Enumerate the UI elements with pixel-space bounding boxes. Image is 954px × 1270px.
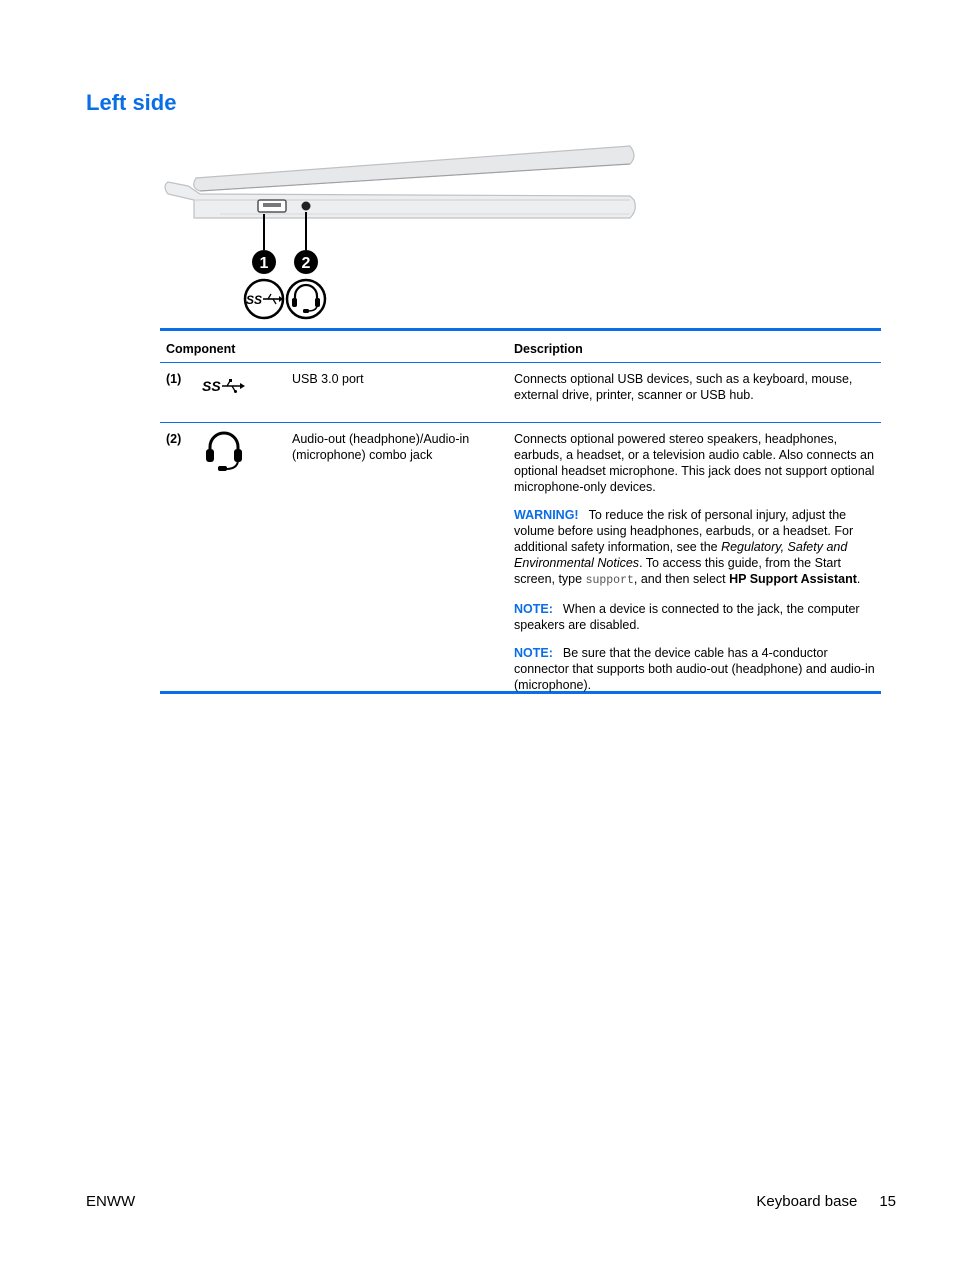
laptop-left-side-illustration (160, 138, 650, 323)
page-number: 15 (879, 1193, 896, 1210)
usb-superspeed-badge-icon (245, 280, 283, 318)
table-row (160, 423, 881, 691)
component-number: (2) (166, 432, 182, 446)
document-title-reference: Regulatory, Safety and Environmental Notices (514, 540, 848, 570)
component-name: Audio-out (headphone)/Audio-in (microphone) combo jack (292, 432, 470, 462)
footer-locale: ENWW (86, 1193, 136, 1210)
laptop-lid (194, 146, 634, 191)
footer-section (756, 1193, 896, 1210)
callout-2-badge (294, 250, 318, 274)
app-name: HP Support Assistant (729, 572, 857, 586)
column-header-description: Description (514, 342, 583, 356)
table-row (160, 363, 881, 422)
warning-label: WARNING! (514, 508, 579, 522)
headset-badge-icon (287, 280, 325, 318)
component-number: (1) (166, 372, 182, 386)
component-description: Connects optional USB devices, such as a keyboard, mouse, external drive, printer, scanner or USB hub. (514, 372, 853, 402)
callout-1-badge (252, 250, 276, 274)
note-label: NOTE: (514, 646, 553, 660)
note-label: NOTE: (514, 602, 553, 616)
svg-text:2: 2 (301, 255, 311, 272)
table-header-row (160, 331, 881, 362)
audio-jack-hole (302, 202, 311, 211)
note-block: NOTE: Be sure that the device cable has a 4-conductor connector that supports both audio-out (headphone) and audio-in (microphone). (514, 646, 875, 692)
components-table (160, 328, 881, 694)
component-description: Connects optional powered stereo speakers, headphones, earbuds, a headset, or a television audio cable. Also connects an optional headset microphone. This jack does not support optional microphone-only devices. WARNING! To reduce the risk of personal injury, adjust the volume before using headphones, earbuds, or a headset. For additional safety information, see the Regulatory, Safety and Environmental Notices. To access this guide, from the Start screen, type support, and then select HP Support Assistant. NOTE: When a device is connected to the jack, the computer speakers are disabled. NOTE: Be sure that the device cable has a 4-conductor connector that supports both audio-out (headphone) and audio-in (microphone). (514, 431, 879, 693)
usb-superspeed-icon (202, 369, 246, 403)
svg-text:SS: SS (202, 378, 221, 394)
footer-section-title: Keyboard base (756, 1193, 858, 1210)
headset-icon (202, 429, 246, 477)
svg-text:SS: SS (245, 293, 263, 307)
typed-command: support (585, 574, 634, 587)
note-block: NOTE: When a device is connected to the jack, the computer speakers are disabled. (514, 602, 860, 632)
column-header-component: Component (166, 342, 236, 356)
page-title: Left side (86, 90, 177, 115)
component-name: USB 3.0 port (292, 372, 364, 386)
warning-block: WARNING! To reduce the risk of personal injury, adjust the volume before using headphones, earbuds, or a headset. For additional safety information, see the Regulatory, Safety and Environmental Notices. To access this guide, from the Start screen, type support, and then select HP Support Assistant. (514, 508, 861, 587)
svg-text:1: 1 (259, 255, 269, 272)
